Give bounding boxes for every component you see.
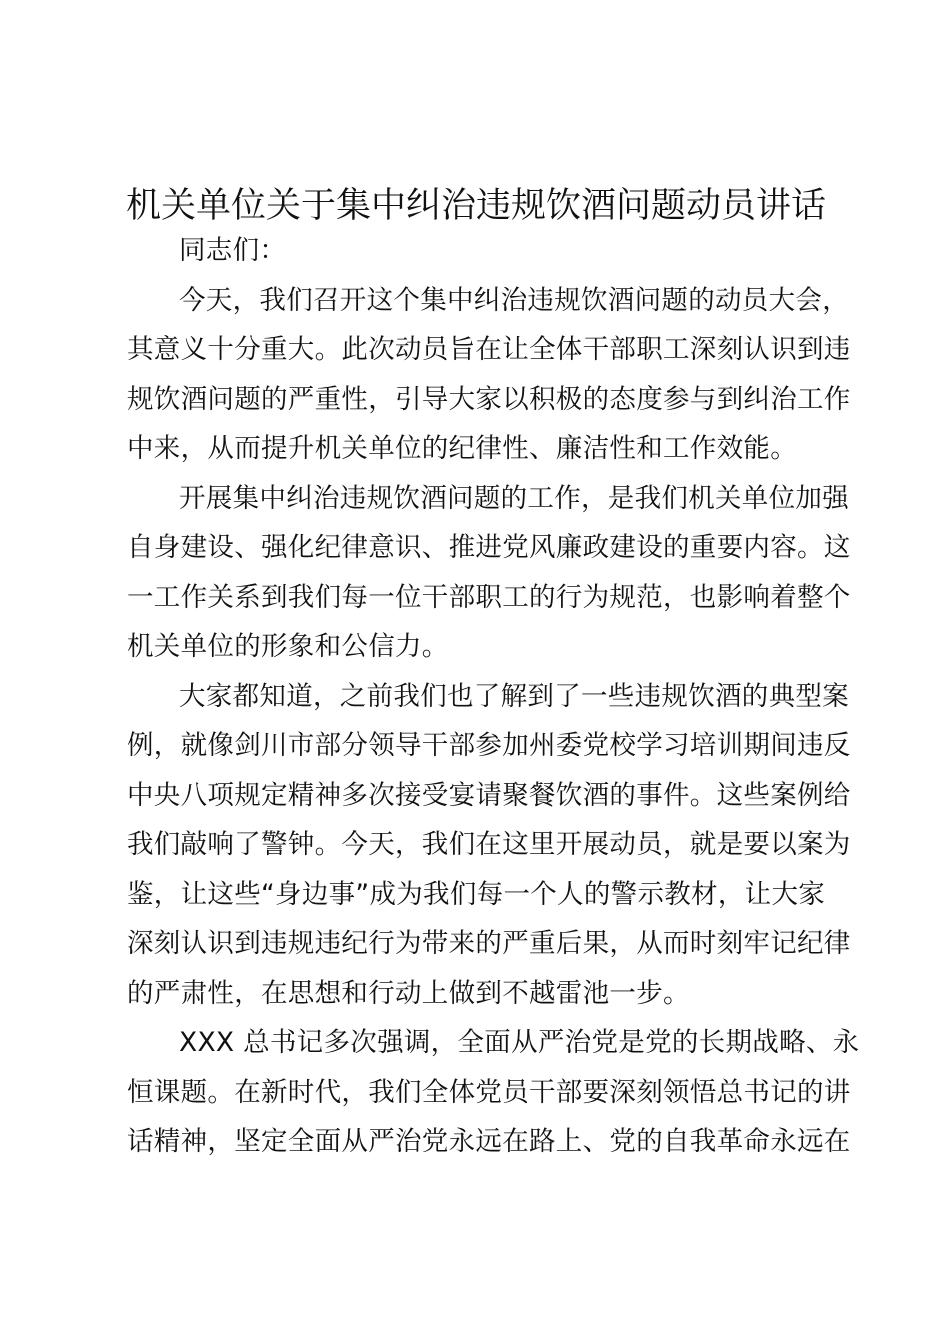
paragraph-line: 大家都知道，之前我们也了解到了一些违规饮酒的典型案 <box>179 680 849 712</box>
paragraph-line: 开展集中纠治违规饮酒问题的工作，是我们机关单位加强 <box>179 482 849 514</box>
paragraph-line: 一工作关系到我们每一位干部职工的行为规范，也影响着整个 <box>127 581 851 613</box>
salutation <box>127 226 835 276</box>
paragraph-line: XXX 总书记多次强调，全面从严治党是党的长期战略、永 <box>179 1027 860 1058</box>
paragraph-line: 中央八项规定精神多次接受宴请聚餐饮酒的事件。这些案例给 <box>127 779 851 811</box>
paragraph-line: 话精神，坚定全面从严治党永远在路上、党的自我革命永远在 <box>127 1126 851 1157</box>
paragraph-2 <box>127 474 851 672</box>
paragraph-line: 恒课题。在新时代，我们全体党员干部要深刻领悟总书记的讲 <box>127 1076 851 1108</box>
paragraph-line: 深刻认识到违规违纪行为带来的严重后果，从而时刻牢记纪律 <box>127 928 851 959</box>
document-title: 机关单位关于集中纠治违规饮酒问题动员讲话 <box>126 186 827 226</box>
paragraph-line: 的严肃性，在思想和行动上做到不越雷池一步。 <box>127 977 690 1009</box>
paragraph-line: 今天，我们召开这个集中纠治违规饮酒问题的动员大会， <box>179 284 849 316</box>
paragraph-1 <box>127 276 851 474</box>
paragraph-line: 规饮酒问题的严重性，引导大家以积极的态度参与到纠治工作 <box>127 383 851 415</box>
paragraph-3 <box>127 672 851 1019</box>
document-body <box>127 226 860 1167</box>
paragraph-4 <box>127 1018 860 1167</box>
paragraph-line: 自身建设、强化纪律意识、推进党风廉政建设的重要内容。这 <box>127 532 851 563</box>
paragraph-line: 例，就像剑川市部分领导干部参加州委党校学习培训期间违反 <box>127 730 851 761</box>
paragraph-line: 机关单位的形象和公信力。 <box>127 631 449 662</box>
paragraph-line: 鉴，让这些“身边事”成为我们每一个人的警示教材，让大家 <box>127 878 826 910</box>
paragraph-line: 我们敲响了警钟。今天，我们在这里开展动员，就是要以案为 <box>127 829 851 860</box>
paragraph-line: 中来，从而提升机关单位的纪律性、廉洁性和工作效能。 <box>127 433 797 464</box>
salutation-line: 同志们： <box>179 235 287 266</box>
paragraph-line: 其意义十分重大。此次动员旨在让全体干部职工深刻认识到违 <box>127 334 851 365</box>
